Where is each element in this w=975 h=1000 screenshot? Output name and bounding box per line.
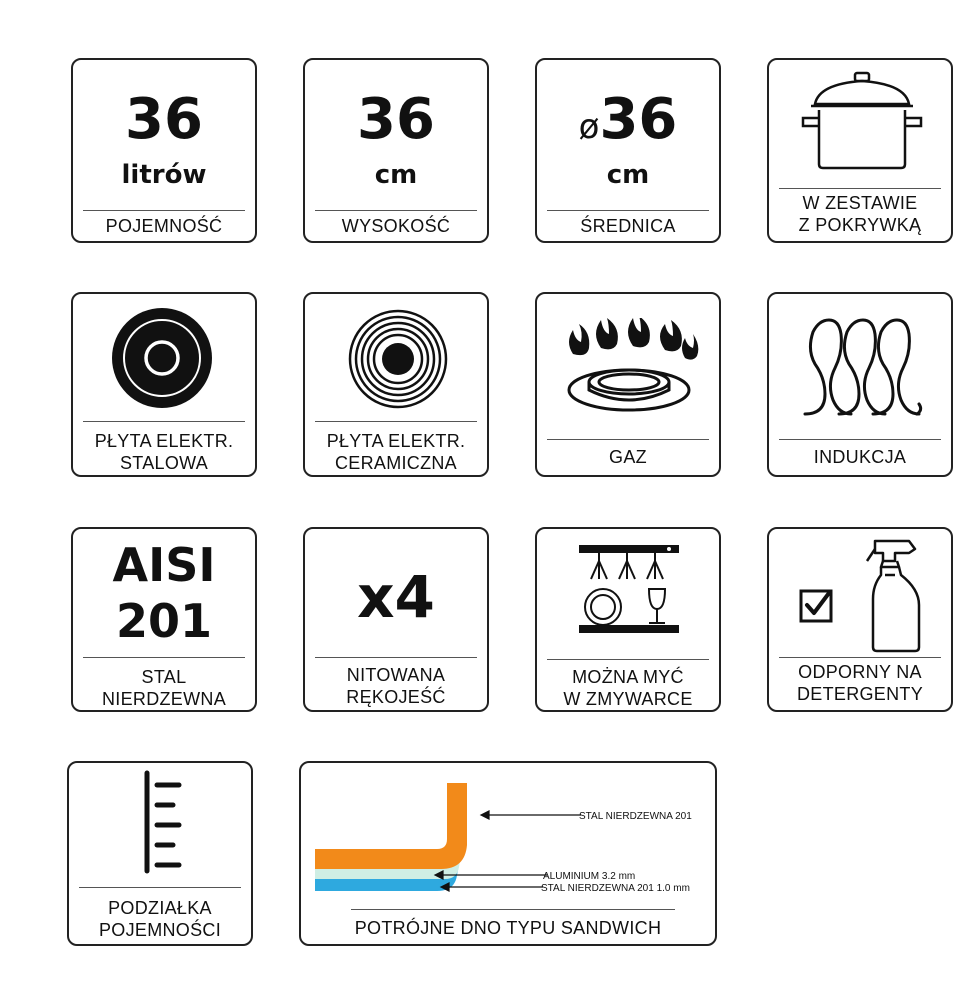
divider <box>315 421 477 422</box>
divider <box>83 210 245 211</box>
diameter-unit: cm <box>606 160 650 190</box>
scale-label-2: POJEMNOŚCI <box>98 920 221 940</box>
diameter-card <box>535 58 721 243</box>
divider <box>83 421 245 422</box>
scale-card <box>67 761 253 946</box>
detergent-label-2: DETERGENTY <box>796 684 923 704</box>
divider <box>547 659 709 660</box>
steel-card <box>71 527 257 712</box>
sandwich-label: POTRÓJNE DNO TYPU SANDWICH <box>354 918 662 938</box>
diameter-label: ŚREDNICA <box>580 216 676 236</box>
handle-value: x4 <box>357 563 435 631</box>
dishwasher-icon <box>577 541 683 645</box>
capacity-unit: litrów <box>121 160 207 190</box>
ceramic-plate-label-1: PŁYTA ELEKTR. <box>326 431 466 451</box>
lid-card <box>767 58 953 243</box>
divider <box>779 188 941 189</box>
dishwasher-label-1: MOŻNA MYĆ <box>572 667 684 687</box>
detergent-label-1: ODPORNY NA <box>798 662 922 682</box>
induction-label: INDUKCJA <box>813 447 907 467</box>
handle-label-1: NITOWANA <box>346 665 446 685</box>
detergent-card <box>767 527 953 712</box>
steel-plate-label-1: PŁYTA ELEKTR. <box>94 431 234 451</box>
height-label: WYSOKOŚĆ <box>341 216 451 236</box>
layer-mid-label: ALUMINIUM 3.2 mm <box>543 871 636 882</box>
height-value: 36 <box>357 87 435 152</box>
electric-plate-icon <box>109 308 219 408</box>
divider <box>79 887 241 888</box>
height-card <box>303 58 489 243</box>
sandwich-bottom-icon <box>311 779 711 897</box>
handle-label-2: RĘKOJEŚĆ <box>346 687 446 707</box>
divider <box>779 657 941 658</box>
checkbox-icon <box>799 589 835 625</box>
divider <box>351 909 675 910</box>
capacity-card <box>71 58 257 243</box>
induction-coil-icon <box>799 314 925 420</box>
scale-label-1: PODZIAŁKA <box>108 898 212 918</box>
capacity-value: 36 <box>125 87 203 152</box>
gas-card <box>535 292 721 477</box>
divider <box>547 210 709 211</box>
sandwich-card <box>299 761 717 946</box>
capacity-label: POJEMNOŚĆ <box>105 216 223 236</box>
height-unit: cm <box>374 160 418 190</box>
diameter-value: 36 <box>599 87 678 152</box>
divider <box>315 657 477 658</box>
steel-line-1: AISI <box>112 538 216 592</box>
layer-top-label: STAL NIERDZEWNA 201 <box>579 811 692 822</box>
layer-bottom-label: STAL NIERDZEWNA 201 1.0 mm <box>541 883 690 894</box>
steel-label-2: NIERDZEWNA <box>102 689 226 709</box>
dishwasher-label-2: W ZMYWARCE <box>563 689 693 709</box>
steel-plate-label-2: STALOWA <box>119 453 209 473</box>
steel-line-2: 201 <box>115 594 213 648</box>
steel-plate-card <box>71 292 257 477</box>
lid-label-1: W ZESTAWIE <box>802 193 918 213</box>
divider <box>83 657 245 658</box>
gas-burner-icon <box>561 318 699 422</box>
divider <box>779 439 941 440</box>
induction-card <box>767 292 953 477</box>
dishwasher-card <box>535 527 721 712</box>
divider <box>547 439 709 440</box>
diameter-value-row <box>537 88 719 159</box>
ceramic-plate-icon <box>345 306 451 412</box>
spray-bottle-icon <box>865 535 927 653</box>
gas-label: GAZ <box>609 447 647 467</box>
measuring-scale-icon <box>139 769 189 875</box>
diameter-symbol: ø <box>578 107 600 147</box>
ceramic-plate-label-2: CERAMICZNA <box>334 453 457 473</box>
divider <box>315 210 477 211</box>
lid-label-2: Z POKRYWKĄ <box>798 215 922 235</box>
pot-with-lid-icon <box>797 70 927 175</box>
ceramic-plate-card <box>303 292 489 477</box>
steel-label-1: STAL <box>141 667 187 687</box>
handle-card <box>303 527 489 712</box>
